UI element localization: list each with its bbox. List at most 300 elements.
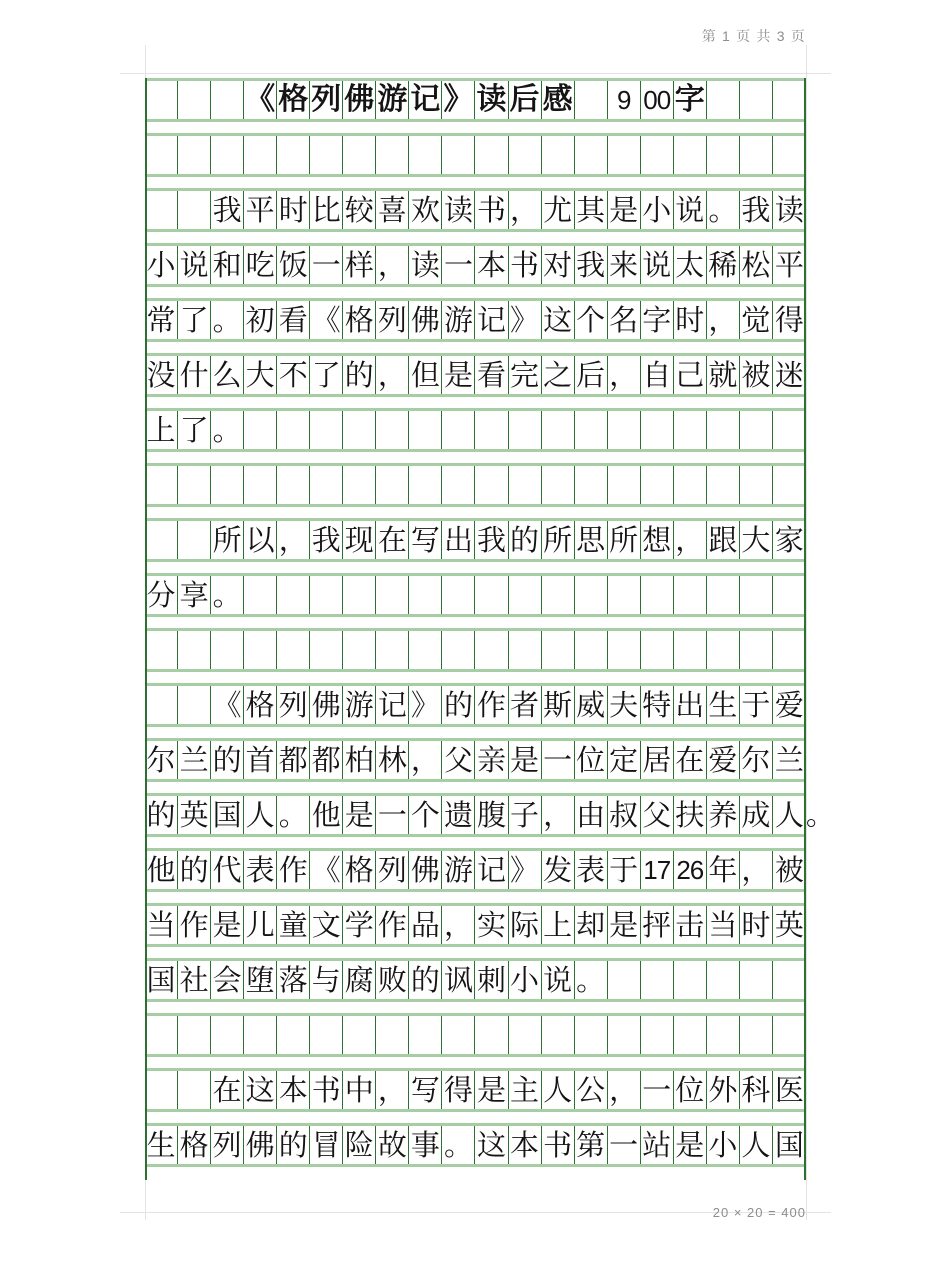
grid-cell[interactable] bbox=[608, 631, 641, 669]
grid-cell[interactable]: 较 bbox=[343, 191, 376, 229]
grid-cell[interactable] bbox=[674, 411, 707, 449]
grid-cell[interactable]: 喜 bbox=[376, 191, 409, 229]
grid-cell[interactable]: 险 bbox=[343, 1126, 376, 1164]
grid-cell[interactable] bbox=[178, 81, 211, 119]
grid-cell[interactable] bbox=[475, 631, 508, 669]
grid-cell[interactable]: 现 bbox=[343, 521, 376, 559]
grid-cell[interactable]: 书 bbox=[475, 191, 508, 229]
grid-cell[interactable] bbox=[641, 411, 674, 449]
grid-cell[interactable]: 平 bbox=[244, 191, 277, 229]
grid-cell[interactable]: 没 bbox=[145, 356, 178, 394]
grid-cell[interactable] bbox=[608, 411, 641, 449]
grid-cell[interactable]: 兰 bbox=[774, 742, 804, 777]
grid-cell[interactable] bbox=[707, 81, 740, 119]
grid-cell[interactable]: 》 bbox=[442, 81, 475, 119]
grid-cell[interactable]: 一 bbox=[442, 246, 475, 284]
grid-cell[interactable] bbox=[707, 1016, 740, 1054]
grid-cell[interactable]: 格 bbox=[244, 686, 277, 724]
grid-cell[interactable]: 佛 bbox=[409, 851, 442, 889]
grid-cell[interactable]: 列 bbox=[376, 851, 409, 889]
grid-cell[interactable] bbox=[178, 191, 211, 229]
grid-cell[interactable] bbox=[409, 136, 442, 174]
grid-cell[interactable]: 感 bbox=[542, 81, 575, 119]
grid-cell[interactable]: 生 bbox=[707, 686, 740, 724]
grid-cell[interactable]: 特 bbox=[641, 686, 674, 724]
grid-cell[interactable]: 是 bbox=[442, 356, 475, 394]
grid-cell[interactable]: 这 bbox=[244, 1071, 277, 1109]
grid-cell[interactable]: 说 bbox=[542, 961, 575, 999]
grid-cell[interactable] bbox=[509, 631, 542, 669]
grid-cell[interactable]: 是 bbox=[475, 1071, 508, 1109]
grid-cell[interactable]: 我 bbox=[475, 521, 508, 559]
grid-cell[interactable] bbox=[575, 576, 608, 614]
grid-cell[interactable] bbox=[542, 136, 575, 174]
grid-cell[interactable]: 社 bbox=[178, 961, 211, 999]
grid-cell[interactable] bbox=[542, 1016, 575, 1054]
grid-cell[interactable] bbox=[310, 136, 343, 174]
grid-cell[interactable] bbox=[740, 81, 773, 119]
grid-cell[interactable]: 跟 bbox=[707, 521, 740, 559]
grid-cell[interactable]: 都 bbox=[310, 741, 343, 779]
grid-cell[interactable]: ， bbox=[674, 521, 707, 559]
grid-cell[interactable] bbox=[509, 1016, 542, 1054]
grid-cell[interactable]: 医 bbox=[774, 1072, 804, 1107]
grid-cell[interactable]: 列 bbox=[310, 81, 343, 119]
grid-cell[interactable] bbox=[707, 961, 740, 999]
grid-cell[interactable]: 一 bbox=[641, 1071, 674, 1109]
grid-cell[interactable]: ， bbox=[707, 301, 740, 339]
grid-cell[interactable]: 了 bbox=[310, 356, 343, 394]
grid-cell[interactable]: 小 bbox=[145, 246, 178, 284]
grid-cell[interactable]: 的 bbox=[145, 796, 178, 834]
grid-cell[interactable]: 格 bbox=[277, 81, 310, 119]
grid-cell[interactable] bbox=[343, 1016, 376, 1054]
grid-cell[interactable] bbox=[740, 136, 773, 174]
grid-cell[interactable] bbox=[575, 1016, 608, 1054]
grid-cell[interactable]: 讽 bbox=[442, 961, 475, 999]
grid-cell[interactable] bbox=[707, 411, 740, 449]
grid-cell[interactable]: 记 bbox=[475, 851, 508, 889]
grid-cell[interactable] bbox=[178, 631, 211, 669]
grid-cell[interactable]: 生 bbox=[145, 1126, 178, 1164]
grid-cell[interactable]: 佛 bbox=[310, 686, 343, 724]
grid-cell[interactable]: 养 bbox=[707, 796, 740, 834]
grid-cell[interactable]: 这 bbox=[542, 301, 575, 339]
grid-cell[interactable]: 比 bbox=[310, 191, 343, 229]
grid-cell[interactable]: 00 bbox=[641, 81, 674, 119]
grid-cell[interactable]: 》 bbox=[509, 301, 542, 339]
grid-cell[interactable] bbox=[376, 1016, 409, 1054]
grid-cell[interactable]: 的 bbox=[409, 961, 442, 999]
grid-cell[interactable]: 由 bbox=[575, 796, 608, 834]
grid-cell[interactable]: 饭 bbox=[277, 246, 310, 284]
grid-cell[interactable] bbox=[376, 576, 409, 614]
grid-cell[interactable] bbox=[674, 631, 707, 669]
grid-cell[interactable]: 吃 bbox=[244, 246, 277, 284]
grid-cell[interactable]: 斯 bbox=[542, 686, 575, 724]
grid-cell[interactable]: 一 bbox=[376, 796, 409, 834]
grid-cell[interactable] bbox=[145, 81, 178, 119]
grid-cell[interactable]: 柏 bbox=[343, 741, 376, 779]
grid-cell[interactable]: 林 bbox=[376, 741, 409, 779]
grid-cell[interactable]: 佛 bbox=[343, 81, 376, 119]
grid-cell[interactable] bbox=[542, 631, 575, 669]
grid-cell[interactable] bbox=[409, 631, 442, 669]
grid-cell[interactable] bbox=[211, 136, 244, 174]
grid-cell[interactable] bbox=[707, 631, 740, 669]
grid-cell[interactable]: 中 bbox=[343, 1071, 376, 1109]
grid-cell[interactable]: 公 bbox=[575, 1071, 608, 1109]
grid-cell[interactable]: 人 。 bbox=[774, 797, 835, 832]
grid-cell[interactable]: 英 bbox=[178, 796, 211, 834]
grid-cell[interactable]: 但 bbox=[409, 356, 442, 394]
grid-cell[interactable]: 不 bbox=[277, 356, 310, 394]
grid-cell[interactable]: ， bbox=[376, 246, 409, 284]
grid-cell[interactable]: 代 bbox=[211, 851, 244, 889]
grid-cell[interactable]: 第 bbox=[575, 1126, 608, 1164]
grid-cell[interactable] bbox=[442, 466, 475, 504]
grid-cell[interactable]: 爱 bbox=[707, 741, 740, 779]
grid-cell[interactable] bbox=[442, 411, 475, 449]
grid-cell[interactable]: 记 bbox=[409, 81, 442, 119]
grid-cell[interactable]: 出 bbox=[442, 521, 475, 559]
grid-cell[interactable]: 他 bbox=[145, 851, 178, 889]
grid-cell[interactable]: 文 bbox=[310, 906, 343, 944]
grid-cell[interactable]: 后 bbox=[509, 81, 542, 119]
grid-cell[interactable]: 叔 bbox=[608, 796, 641, 834]
grid-cell[interactable]: 佛 bbox=[409, 301, 442, 339]
grid-cell[interactable]: 格 bbox=[178, 1126, 211, 1164]
grid-cell[interactable] bbox=[773, 1016, 806, 1054]
grid-cell[interactable]: 于 bbox=[608, 851, 641, 889]
grid-cell[interactable]: 分 bbox=[145, 576, 178, 614]
grid-cell[interactable]: 什 bbox=[178, 356, 211, 394]
grid-cell[interactable] bbox=[641, 466, 674, 504]
grid-cell[interactable]: 是 bbox=[608, 906, 641, 944]
grid-cell[interactable]: 科 bbox=[740, 1071, 773, 1109]
grid-cell[interactable]: 思 bbox=[575, 521, 608, 559]
grid-cell[interactable]: 国 bbox=[211, 796, 244, 834]
grid-cell[interactable]: 看 bbox=[475, 356, 508, 394]
grid-cell[interactable]: 说 bbox=[674, 191, 707, 229]
grid-cell[interactable] bbox=[310, 576, 343, 614]
grid-cell[interactable]: 。 bbox=[211, 301, 244, 339]
grid-cell[interactable] bbox=[343, 631, 376, 669]
grid-cell[interactable]: 小 bbox=[641, 191, 674, 229]
grid-cell[interactable] bbox=[277, 631, 310, 669]
grid-cell[interactable] bbox=[509, 466, 542, 504]
grid-cell[interactable] bbox=[310, 466, 343, 504]
grid-cell[interactable] bbox=[145, 466, 178, 504]
grid-cell[interactable] bbox=[509, 411, 542, 449]
grid-cell[interactable]: 想 bbox=[641, 521, 674, 559]
grid-cell[interactable] bbox=[674, 576, 707, 614]
grid-cell[interactable]: 这 bbox=[475, 1126, 508, 1164]
grid-cell[interactable]: 年 bbox=[707, 851, 740, 889]
grid-cell[interactable]: 作 bbox=[178, 906, 211, 944]
grid-cell[interactable]: 他 bbox=[310, 796, 343, 834]
grid-cell[interactable]: 亲 bbox=[475, 741, 508, 779]
grid-cell[interactable]: 写 bbox=[409, 1071, 442, 1109]
grid-cell[interactable]: 都 bbox=[277, 741, 310, 779]
grid-cell[interactable] bbox=[277, 136, 310, 174]
grid-cell[interactable]: ， bbox=[542, 796, 575, 834]
grid-cell[interactable] bbox=[277, 411, 310, 449]
grid-cell[interactable] bbox=[343, 576, 376, 614]
grid-cell[interactable]: ， bbox=[376, 356, 409, 394]
grid-cell[interactable]: 格 bbox=[343, 301, 376, 339]
grid-cell[interactable]: 当 bbox=[707, 906, 740, 944]
grid-cell[interactable]: 。 bbox=[575, 961, 608, 999]
grid-cell[interactable] bbox=[178, 686, 211, 724]
grid-cell[interactable]: 的 bbox=[178, 851, 211, 889]
grid-cell[interactable]: 时 bbox=[277, 191, 310, 229]
grid-cell[interactable]: 26 bbox=[674, 851, 707, 889]
grid-cell[interactable] bbox=[178, 521, 211, 559]
grid-cell[interactable]: 遗 bbox=[442, 796, 475, 834]
grid-cell[interactable] bbox=[707, 576, 740, 614]
grid-cell[interactable]: 作 bbox=[376, 906, 409, 944]
grid-cell[interactable]: 《 bbox=[310, 851, 343, 889]
grid-cell[interactable]: 记 bbox=[376, 686, 409, 724]
grid-cell[interactable]: 的 bbox=[211, 741, 244, 779]
grid-cell[interactable] bbox=[475, 136, 508, 174]
grid-cell[interactable]: 欢 bbox=[409, 191, 442, 229]
grid-cell[interactable] bbox=[442, 631, 475, 669]
grid-cell[interactable] bbox=[178, 1016, 211, 1054]
grid-cell[interactable]: 后 bbox=[575, 356, 608, 394]
grid-cell[interactable]: 。 bbox=[442, 1126, 475, 1164]
grid-cell[interactable] bbox=[509, 576, 542, 614]
grid-cell[interactable] bbox=[277, 576, 310, 614]
grid-cell[interactable]: 所 bbox=[542, 521, 575, 559]
grid-cell[interactable]: 出 bbox=[674, 686, 707, 724]
grid-cell[interactable]: 一 bbox=[542, 741, 575, 779]
grid-cell[interactable]: 作 bbox=[277, 851, 310, 889]
grid-cell[interactable] bbox=[641, 576, 674, 614]
grid-cell[interactable]: 常 bbox=[145, 301, 178, 339]
grid-cell[interactable] bbox=[310, 631, 343, 669]
grid-cell[interactable]: 冒 bbox=[310, 1126, 343, 1164]
grid-cell[interactable]: 《 bbox=[211, 686, 244, 724]
grid-cell[interactable] bbox=[475, 466, 508, 504]
grid-cell[interactable]: 是 bbox=[509, 741, 542, 779]
grid-cell[interactable] bbox=[277, 466, 310, 504]
grid-cell[interactable]: ， bbox=[409, 741, 442, 779]
grid-cell[interactable]: 样 bbox=[343, 246, 376, 284]
grid-cell[interactable] bbox=[641, 961, 674, 999]
grid-cell[interactable]: 之 bbox=[542, 356, 575, 394]
grid-cell[interactable]: 堕 bbox=[244, 961, 277, 999]
grid-cell[interactable] bbox=[244, 1016, 277, 1054]
grid-cell[interactable]: 初 bbox=[244, 301, 277, 339]
grid-cell[interactable] bbox=[409, 466, 442, 504]
grid-cell[interactable] bbox=[343, 411, 376, 449]
grid-cell[interactable]: 《 bbox=[244, 81, 277, 119]
grid-cell[interactable] bbox=[542, 411, 575, 449]
grid-cell[interactable]: 所 bbox=[211, 521, 244, 559]
grid-cell[interactable] bbox=[575, 136, 608, 174]
grid-cell[interactable] bbox=[740, 466, 773, 504]
grid-cell[interactable]: 得 bbox=[442, 1071, 475, 1109]
grid-cell[interactable] bbox=[575, 411, 608, 449]
grid-cell[interactable]: 其 bbox=[575, 191, 608, 229]
grid-cell[interactable]: 个 bbox=[575, 301, 608, 339]
grid-cell[interactable] bbox=[376, 411, 409, 449]
grid-cell[interactable] bbox=[674, 136, 707, 174]
grid-cell[interactable]: 佛 bbox=[244, 1126, 277, 1164]
grid-cell[interactable]: 列 bbox=[211, 1126, 244, 1164]
grid-cell[interactable]: 在 bbox=[376, 521, 409, 559]
grid-cell[interactable] bbox=[145, 1016, 178, 1054]
grid-cell[interactable] bbox=[409, 576, 442, 614]
grid-cell[interactable]: 表 bbox=[244, 851, 277, 889]
grid-cell[interactable] bbox=[178, 466, 211, 504]
grid-cell[interactable] bbox=[608, 136, 641, 174]
grid-cell[interactable] bbox=[244, 576, 277, 614]
grid-cell[interactable]: 定 bbox=[608, 741, 641, 779]
grid-cell[interactable]: 名 bbox=[608, 301, 641, 339]
grid-cell[interactable]: 》 bbox=[409, 686, 442, 724]
grid-cell[interactable] bbox=[509, 136, 542, 174]
grid-cell[interactable]: 扶 bbox=[674, 796, 707, 834]
grid-cell[interactable]: 么 bbox=[211, 356, 244, 394]
grid-cell[interactable]: 说 bbox=[178, 246, 211, 284]
grid-cell[interactable]: 了 bbox=[178, 411, 211, 449]
grid-cell[interactable]: 是 bbox=[608, 191, 641, 229]
grid-cell[interactable]: 我 bbox=[310, 521, 343, 559]
grid-cell[interactable]: 游 bbox=[442, 851, 475, 889]
grid-cell[interactable] bbox=[376, 631, 409, 669]
grid-cell[interactable]: 位 bbox=[674, 1071, 707, 1109]
grid-cell[interactable]: 书 bbox=[509, 246, 542, 284]
grid-cell[interactable]: 我 bbox=[211, 191, 244, 229]
grid-cell[interactable]: 故 bbox=[376, 1126, 409, 1164]
grid-cell[interactable]: 写 bbox=[409, 521, 442, 559]
grid-cell[interactable] bbox=[773, 136, 806, 174]
grid-cell[interactable] bbox=[575, 631, 608, 669]
grid-cell[interactable]: 外 bbox=[707, 1071, 740, 1109]
grid-cell[interactable]: 完 bbox=[509, 356, 542, 394]
grid-cell[interactable] bbox=[244, 411, 277, 449]
grid-cell[interactable]: 觉 bbox=[740, 301, 773, 339]
grid-cell[interactable] bbox=[145, 521, 178, 559]
grid-cell[interactable] bbox=[707, 136, 740, 174]
grid-cell[interactable] bbox=[608, 1016, 641, 1054]
grid-cell[interactable] bbox=[475, 411, 508, 449]
grid-cell[interactable]: 和 bbox=[211, 246, 244, 284]
grid-cell[interactable]: 尤 bbox=[542, 191, 575, 229]
grid-cell[interactable] bbox=[211, 1016, 244, 1054]
grid-cell[interactable]: 读 bbox=[774, 192, 804, 227]
grid-cell[interactable]: 尔 bbox=[740, 741, 773, 779]
grid-cell[interactable] bbox=[409, 1016, 442, 1054]
grid-cell[interactable] bbox=[442, 576, 475, 614]
grid-cell[interactable]: 的 bbox=[509, 521, 542, 559]
grid-cell[interactable]: 表 bbox=[575, 851, 608, 889]
grid-cell[interactable] bbox=[442, 136, 475, 174]
grid-cell[interactable]: 腹 bbox=[475, 796, 508, 834]
grid-cell[interactable]: 品 bbox=[409, 906, 442, 944]
grid-cell[interactable]: 读 bbox=[475, 81, 508, 119]
grid-cell[interactable]: 际 bbox=[509, 906, 542, 944]
grid-cell[interactable]: 书 bbox=[310, 1071, 343, 1109]
grid-cell[interactable] bbox=[674, 961, 707, 999]
grid-cell[interactable] bbox=[145, 1071, 178, 1109]
grid-cell[interactable] bbox=[442, 1016, 475, 1054]
grid-cell[interactable]: 游 bbox=[442, 301, 475, 339]
grid-cell[interactable] bbox=[542, 466, 575, 504]
grid-cell[interactable]: 国 bbox=[145, 961, 178, 999]
grid-cell[interactable]: 尔 bbox=[145, 741, 178, 779]
grid-cell[interactable]: 一 bbox=[608, 1126, 641, 1164]
grid-cell[interactable]: 败 bbox=[376, 961, 409, 999]
grid-cell[interactable]: 个 bbox=[409, 796, 442, 834]
grid-cell[interactable] bbox=[773, 466, 806, 504]
grid-cell[interactable]: 作 bbox=[475, 686, 508, 724]
grid-cell[interactable]: 是 bbox=[343, 796, 376, 834]
grid-cell[interactable] bbox=[740, 961, 773, 999]
grid-cell[interactable]: 9 bbox=[608, 81, 641, 119]
grid-cell[interactable]: 对 bbox=[542, 246, 575, 284]
grid-cell[interactable]: 列 bbox=[376, 301, 409, 339]
grid-cell[interactable]: 夫 bbox=[608, 686, 641, 724]
grid-cell[interactable]: 英 bbox=[774, 907, 804, 942]
grid-cell[interactable] bbox=[475, 576, 508, 614]
grid-cell[interactable]: 我 bbox=[575, 246, 608, 284]
grid-cell[interactable]: 击 bbox=[674, 906, 707, 944]
grid-cell[interactable]: 。 bbox=[211, 411, 244, 449]
grid-cell[interactable]: 己 bbox=[674, 356, 707, 394]
grid-cell[interactable]: 稀 bbox=[707, 246, 740, 284]
grid-cell[interactable] bbox=[376, 466, 409, 504]
grid-cell[interactable] bbox=[740, 576, 773, 614]
grid-cell[interactable]: 站 bbox=[641, 1126, 674, 1164]
grid-cell[interactable] bbox=[740, 1016, 773, 1054]
grid-cell[interactable]: ， bbox=[608, 356, 641, 394]
grid-cell[interactable] bbox=[343, 466, 376, 504]
grid-cell[interactable]: 于 bbox=[740, 686, 773, 724]
grid-cell[interactable]: 时 bbox=[740, 906, 773, 944]
grid-cell[interactable] bbox=[773, 411, 806, 449]
grid-cell[interactable]: 威 bbox=[575, 686, 608, 724]
grid-cell[interactable]: 小 bbox=[509, 961, 542, 999]
grid-cell[interactable] bbox=[211, 81, 244, 119]
grid-cell[interactable]: 是 bbox=[674, 1126, 707, 1164]
grid-cell[interactable] bbox=[641, 1016, 674, 1054]
grid-cell[interactable]: 上 bbox=[145, 411, 178, 449]
grid-cell[interactable] bbox=[211, 466, 244, 504]
grid-cell[interactable] bbox=[608, 961, 641, 999]
grid-cell[interactable]: 所 bbox=[608, 521, 641, 559]
grid-cell[interactable] bbox=[773, 631, 806, 669]
grid-cell[interactable]: 父 bbox=[442, 741, 475, 779]
grid-cell[interactable]: 被 bbox=[740, 356, 773, 394]
grid-cell[interactable] bbox=[145, 631, 178, 669]
grid-cell[interactable]: 兰 bbox=[178, 741, 211, 779]
grid-cell[interactable]: 童 bbox=[277, 906, 310, 944]
grid-cell[interactable]: 列 bbox=[277, 686, 310, 724]
grid-cell[interactable]: 上 bbox=[542, 906, 575, 944]
grid-cell[interactable]: 17 bbox=[641, 851, 674, 889]
grid-cell[interactable]: 却 bbox=[575, 906, 608, 944]
grid-cell[interactable]: ， bbox=[277, 521, 310, 559]
grid-cell[interactable] bbox=[608, 576, 641, 614]
grid-cell[interactable]: 大 bbox=[740, 521, 773, 559]
grid-cell[interactable]: 说 bbox=[641, 246, 674, 284]
grid-cell[interactable]: 字 bbox=[641, 301, 674, 339]
grid-cell[interactable]: 与 bbox=[310, 961, 343, 999]
